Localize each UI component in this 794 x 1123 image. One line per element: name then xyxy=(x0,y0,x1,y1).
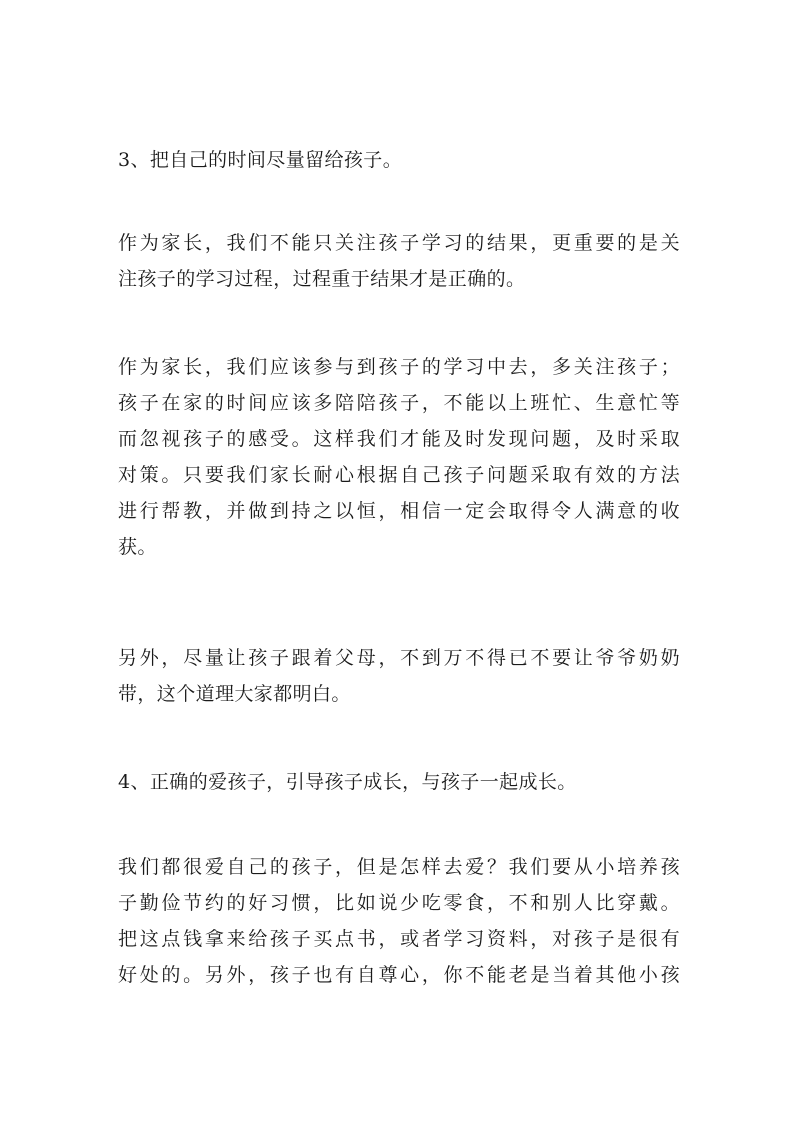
paragraph-line: 作为家长，我们应该参与到孩子的学习中去，多关注孩子； xyxy=(118,356,680,378)
paragraph-1 xyxy=(118,225,680,297)
paragraph-line: 子勤俭节约的好习惯，比如说少吃零食，不和别人比穿戴。 xyxy=(118,892,680,914)
paragraph-line: 孩子在家的时间应该多陪陪孩子，不能以上班忙、生意忙等 xyxy=(118,392,680,414)
heading-line: 3、把自己的时间尽量留给孩子。 xyxy=(118,149,403,171)
paragraph-2 xyxy=(118,349,680,565)
section-4-heading xyxy=(118,764,680,800)
paragraph-line: 注孩子的学习过程，过程重于结果才是正确的。 xyxy=(118,268,526,290)
paragraph-line: 另外，尽量让孩子跟着父母，不到万不得已不要让爷爷奶奶 xyxy=(118,647,680,669)
paragraph-line: 而忽视孩子的感受。这样我们才能及时发现问题，及时采取 xyxy=(118,428,680,450)
paragraph-3 xyxy=(118,640,680,712)
section-3-heading xyxy=(118,142,680,178)
paragraph-line: 好处的。另外，孩子也有自尊心，你不能老是当着其他小孩 xyxy=(118,964,680,986)
paragraph-line: 作为家长，我们不能只关注孩子学习的结果，更重要的是关 xyxy=(118,232,680,254)
paragraph-line: 把这点钱拿来给孩子买点书，或者学习资料，对孩子是很有 xyxy=(118,928,680,950)
heading-line: 4、正确的爱孩子，引导孩子成长，与孩子一起成长。 xyxy=(118,771,577,793)
paragraph-line: 带，这个道理大家都明白。 xyxy=(118,683,351,705)
paragraph-4 xyxy=(118,849,680,993)
paragraph-line: 进行帮教，并做到持之以恒，相信一定会取得令人满意的收 xyxy=(118,500,680,522)
paragraph-line: 获。 xyxy=(118,536,157,558)
paragraph-line: 对策。只要我们家长耐心根据自己孩子问题采取有效的方法 xyxy=(118,464,680,486)
paragraph-line: 我们都很爱自己的孩子，但是怎样去爱？我们要从小培养孩 xyxy=(118,856,680,878)
